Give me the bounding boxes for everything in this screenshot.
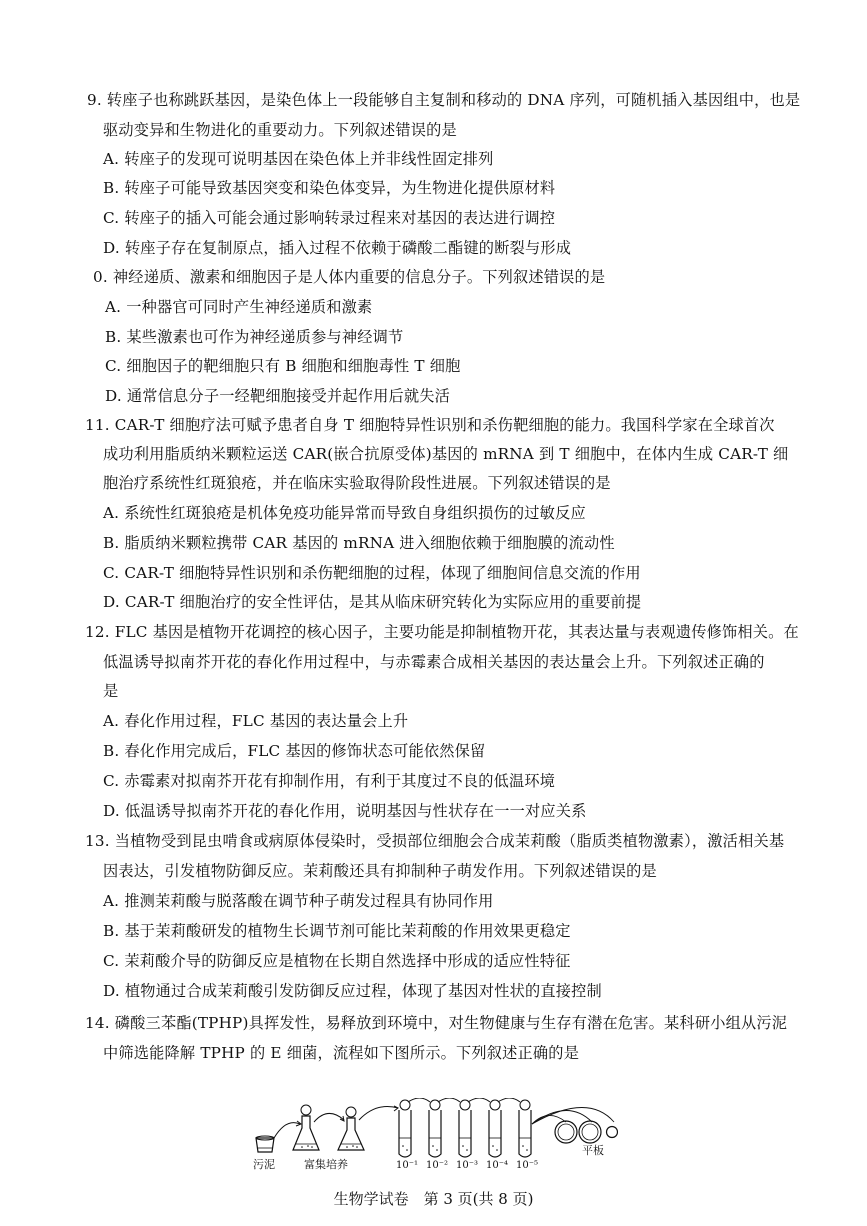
question-stem-line: 11. CAR-T 细胞疗法可赋予患者自身 T 细胞特异性识别和杀伤靶细胞的能力。我国科学家在全球首次 xyxy=(85,416,775,434)
option-c: C. 细胞因子的靶细胞只有 B 细胞和细胞毒性 T 细胞 xyxy=(105,357,461,375)
arrow-icon xyxy=(274,1123,300,1138)
option-a: A. 推测茉莉酸与脱落酸在调节种子萌发过程具有协同作用 xyxy=(103,892,494,910)
option-c: C. 茉莉酸介导的防御反应是植物在长期自然选择中形成的适应性特征 xyxy=(103,952,571,970)
question-stem-line: 成功利用脂质纳米颗粒运送 CAR(嵌合抗原受体)基因的 mRNA 到 T 细胞中，在体内生成 CAR-T 细 xyxy=(103,445,789,463)
petri-dish-icon xyxy=(555,1121,577,1143)
question-stem-line: 中筛选能降解 TPHP 的 E 细菌，流程如下图所示。下列叙述正确的是 xyxy=(103,1044,580,1062)
option-b: B. 基于茉莉酸研发的植物生长调节剂可能比茉莉酸的作用效果更稳定 xyxy=(103,922,571,940)
label-sludge: 污泥 xyxy=(253,1158,275,1171)
label-dilution: 10⁻⁴ xyxy=(486,1160,509,1171)
option-a: A. 系统性红斑狼疮是机体免疫功能异常而导致自身组织损伤的过敏反应 xyxy=(103,504,586,522)
option-b: B. 某些激素也可作为神经递质参与神经调节 xyxy=(105,328,404,346)
flow-diagram-svg xyxy=(248,1098,618,1172)
test-tube-icon xyxy=(399,1100,411,1157)
option-b: B. 脂质纳米颗粒携带 CAR 基因的 mRNA 进入细胞依赖于细胞膜的流动性 xyxy=(103,534,615,552)
question-stem-line: 驱动变异和生物进化的重要动力。下列叙述错误的是 xyxy=(103,121,457,139)
label-dilution: 10⁻¹ xyxy=(396,1160,419,1171)
option-a: A. 一种器官可同时产生神经递质和激素 xyxy=(105,298,373,316)
label-plate: 平板 xyxy=(582,1144,604,1157)
question-stem-line: 0. 神经递质、激素和细胞因子是人体内重要的信息分子。下列叙述错误的是 xyxy=(93,268,606,286)
option-d: D. 低温诱导拟南芥开花的春化作用，说明基因与性状存在一一对应关系 xyxy=(103,802,587,820)
option-c: C. CAR-T 细胞特异性识别和杀伤靶细胞的过程，体现了细胞间信息交流的作用 xyxy=(103,564,641,582)
option-d: D. CAR-T 细胞治疗的安全性评估，是其从临床研究转化为实际应用的重要前提 xyxy=(103,593,642,611)
petri-dish-icon xyxy=(607,1127,618,1138)
label-enrichment: 富集培养 xyxy=(304,1158,348,1171)
question-stem-line: 13. 当植物受到昆虫啃食或病原体侵染时，受损部位细胞会合成茉莉酸（脂质类植物激素），激活相关基 xyxy=(85,832,785,850)
option-a: A. 转座子的发现可说明基因在染色体上并非线性固定排列 xyxy=(103,150,494,168)
question-stem-line: 低温诱导拟南芥开花的春化作用过程中，与赤霉素合成相关基因的表达量会上升。下列叙述正确的 xyxy=(103,653,765,671)
question-stem-line: 12. FLC 基因是植物开花调控的核心因子，主要功能是抑制植物开花，其表达量与表观遗传修饰相关。在 xyxy=(85,623,799,641)
option-a: A. 春化作用过程，FLC 基因的表达量会上升 xyxy=(103,712,409,730)
question-stem-line: 胞治疗系统性红斑狼疮，并在临床实验取得阶段性进展。下列叙述错误的是 xyxy=(103,474,611,492)
arrow-icon xyxy=(314,1113,344,1122)
option-d: D. 转座子存在复制原点，插入过程不依赖于磷酸二酯键的断裂与形成 xyxy=(103,239,572,257)
option-b: B. 春化作用完成后，FLC 基因的修饰状态可能依然保留 xyxy=(103,742,486,760)
test-tube-icon xyxy=(429,1100,441,1157)
option-c: C. 转座子的插入可能会通过影响转录过程来对基因的表达进行调控 xyxy=(103,209,556,227)
screening-flow-diagram xyxy=(248,1098,618,1172)
question-stem-line: 因表达，引发植物防御反应。茉莉酸还具有抑制种子萌发作用。下列叙述错误的是 xyxy=(103,862,657,880)
option-d: D. 植物通过合成茉莉酸引发防御反应过程，体现了基因对性状的直接控制 xyxy=(103,982,602,1000)
sludge-beaker-icon xyxy=(256,1136,274,1152)
test-tube-icon xyxy=(459,1100,471,1157)
arrow-icon xyxy=(468,1098,490,1102)
label-dilution: 10⁻⁵ xyxy=(516,1160,539,1171)
page-footer: 生物学试卷 第 3 页(共 8 页) xyxy=(333,1190,534,1208)
arrow-icon xyxy=(408,1098,430,1102)
test-tube-icon xyxy=(519,1100,531,1157)
petri-dish-icon xyxy=(579,1121,601,1143)
question-stem-line: 9. 转座子也称跳跃基因，是染色体上一段能够自主复制和移动的 DNA 序列，可随机插入基因组中，也是 xyxy=(87,91,801,109)
option-c: C. 赤霉素对拟南芥开花有抑制作用，有利于其度过不良的低温环境 xyxy=(103,772,556,790)
option-b: B. 转座子可能导致基因突变和染色体变异，为生物进化提供原材料 xyxy=(103,179,556,197)
label-dilution: 10⁻² xyxy=(426,1160,449,1171)
arrow-icon xyxy=(498,1098,520,1102)
arrow-icon xyxy=(359,1107,398,1121)
question-stem-line: 14. 磷酸三苯酯(TPHP)具挥发性，易释放到环境中，对生物健康与生存有潜在危害。某科研小组从污泥 xyxy=(85,1014,788,1032)
flask-icon xyxy=(338,1107,364,1150)
question-stem-line: 是 xyxy=(103,682,119,700)
arrow-head-icon xyxy=(394,1106,398,1111)
flask-icon xyxy=(293,1105,319,1150)
label-dilution: 10⁻³ xyxy=(456,1160,479,1171)
arrow-icon xyxy=(438,1098,460,1102)
test-tube-icon xyxy=(489,1100,501,1157)
option-d: D. 通常信息分子一经靶细胞接受并起作用后就失活 xyxy=(105,387,451,405)
